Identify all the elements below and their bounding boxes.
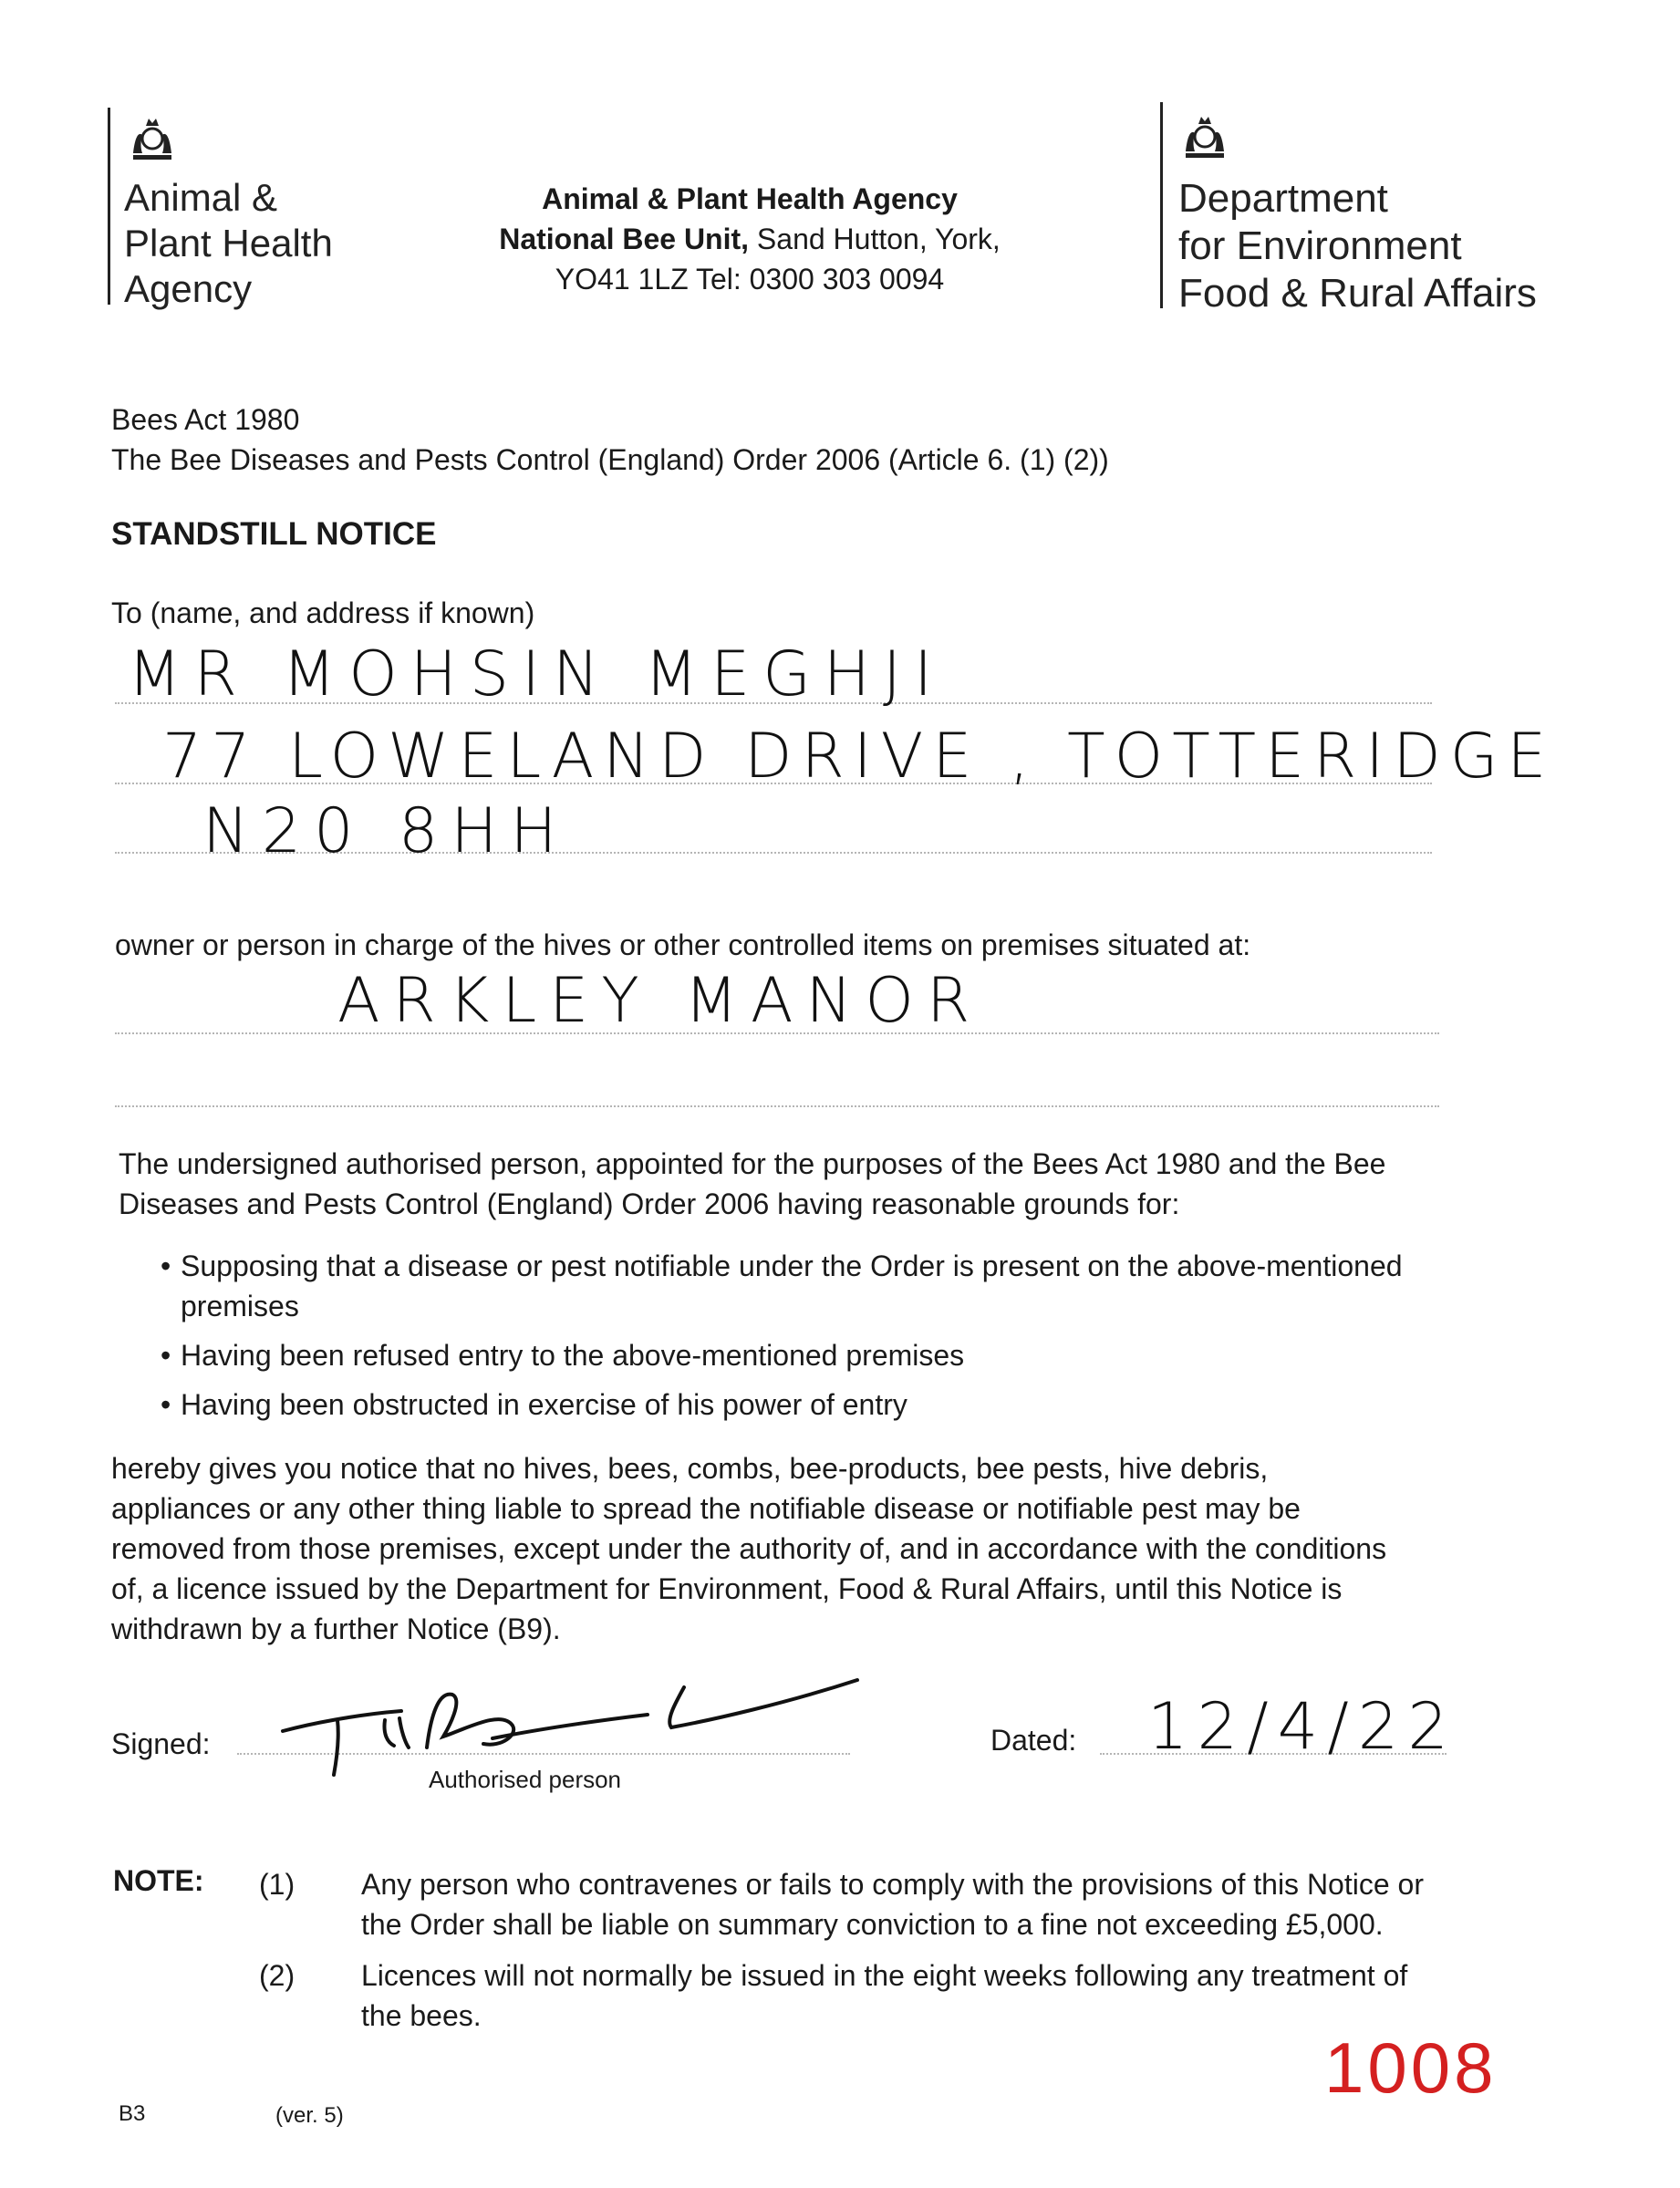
agency-unit-location: Sand Hutton, York, [749, 223, 1001, 255]
dated-label: Dated: [990, 1724, 1077, 1757]
notice-title: STANDSTILL NOTICE [111, 516, 437, 552]
handwritten-date: 12/4/22 [1147, 1689, 1457, 1764]
bullet-icon: • [161, 1250, 171, 1282]
note-number: (1) [259, 1868, 296, 1901]
bullet-text [181, 1246, 1403, 1326]
paragraph-line: appliances or any other thing liable to spread the notifiable disease or notifiable pest may be [111, 1492, 1301, 1525]
legislation-act: Bees Act 1980 [111, 403, 300, 436]
defra-logo-line: Department [1178, 176, 1388, 221]
undersigned-paragraph [119, 1144, 1385, 1224]
apha-logo-text [124, 175, 333, 312]
bullet-icon: • [161, 1339, 171, 1372]
paragraph-line: removed from those premises, except under the authority of, and in accordance with the conditions [111, 1532, 1387, 1565]
legislation-block [111, 399, 1109, 480]
defra-logo-line: Food & Rural Affairs [1178, 271, 1537, 316]
paragraph-line: The undersigned authorised person, appointed for the purposes of the Bees Act 1980 and the Bee [119, 1147, 1386, 1180]
legislation-order: The Bee Diseases and Pests Control (England) Order 2006 (Article 6. (1) (2)) [111, 443, 1109, 476]
paragraph-line: Diseases and Pests Control (England) Order 2006 having reasonable grounds for: [119, 1187, 1180, 1220]
bullet-item-refused-entry [161, 1335, 1529, 1375]
royal-crest-icon [126, 109, 179, 164]
defra-logo-text [1178, 175, 1537, 317]
note-text [361, 1955, 1407, 2036]
agency-name: Animal & Plant Health Agency [542, 182, 958, 215]
note-line: Licences will not normally be issued in the eight weeks following any treatment of [361, 1959, 1408, 1992]
signed-label: Signed: [111, 1727, 211, 1760]
bullet-line: Having been obstructed in exercise of his power of entry [181, 1388, 907, 1421]
note-line: Any person who contravenes or fails to comply with the provisions of this Notice or [361, 1868, 1424, 1901]
bullet-icon: • [161, 1388, 171, 1421]
note-text [361, 1864, 1424, 1944]
premises-dotted-line-2 [115, 1105, 1439, 1107]
note-line: the bees. [361, 1999, 482, 2032]
note-label: NOTE: [113, 1864, 204, 1897]
signature-image [274, 1664, 866, 1782]
defra-logo-line: for Environment [1178, 223, 1462, 268]
paragraph-line: of, a licence issued by the Department for Environment, Food & Rural Affairs, until this Notice is [111, 1572, 1343, 1605]
bullet-line: Having been refused entry to the above-mentioned premises [181, 1339, 965, 1372]
apha-logo-line: Animal & [124, 176, 278, 219]
agency-postcode-phone: YO41 1LZ Tel: 0300 303 0094 [555, 263, 945, 296]
right-logo-rule [1160, 102, 1163, 308]
apha-logo-line: Plant Health [124, 222, 333, 264]
left-logo-rule [108, 108, 110, 305]
handwritten-recipient-address: 77 LOWELAND DRIVE , TOTTERIDGE [162, 721, 1556, 793]
handwritten-premises: ARKLEY MANOR [337, 965, 983, 1037]
hereby-paragraph [111, 1448, 1386, 1649]
owner-label: owner or person in charge of the hives or other controlled items on premises situated at: [115, 928, 1251, 961]
bullet-line: premises [181, 1290, 299, 1322]
bullet-item-obstructed [161, 1384, 1529, 1425]
to-label: To (name, and address if known) [111, 596, 535, 629]
authorised-person-label: Authorised person [429, 1766, 622, 1793]
bullet-line: Supposing that a disease or pest notifiable under the Order is present on the above-mentioned [181, 1250, 1403, 1282]
form-version: (ver. 5) [275, 2103, 344, 2128]
serial-number: 1008 [1324, 2027, 1498, 2108]
handwritten-recipient-name: MR MOHSIN MEGHJI [128, 638, 946, 710]
note-line: the Order shall be liable on summary conviction to a fine not exceeding £5,000. [361, 1908, 1384, 1941]
paragraph-line: hereby gives you notice that no hives, bees, combs, bee-products, bee pests, hive debris, [111, 1452, 1269, 1485]
handwritten-recipient-postcode: N20 8HH [202, 795, 570, 867]
agency-address-block [430, 179, 1069, 299]
agency-unit-name: National Bee Unit, [499, 223, 750, 255]
royal-crest-icon [1178, 108, 1231, 162]
form-code: B3 [119, 2101, 146, 2126]
agency-unit-line [430, 219, 1069, 259]
bullet-item-suspected-disease [161, 1246, 1529, 1328]
apha-logo-line: Agency [124, 267, 253, 310]
paragraph-line: withdrawn by a further Notice (B9). [111, 1612, 561, 1645]
note-number: (2) [259, 1959, 296, 1992]
